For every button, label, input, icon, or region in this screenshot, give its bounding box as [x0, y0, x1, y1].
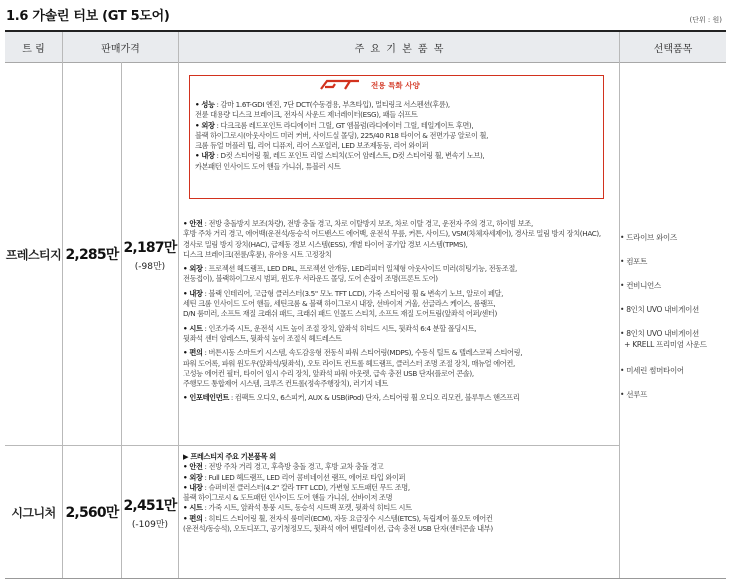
feature-line: 후방 주차 거리 경고, 에어백(운전석/동승석 어드밴스드 에어백, 운전석 무릎, 커튼, 사이드), VSM(차체자세제어), 경사로 밀림 방지 장치(HAC),: [183, 229, 601, 239]
discount-price-signature: 2,451만: [123, 497, 177, 514]
header-options: 선택품목: [620, 32, 726, 63]
gt-badge: [319, 77, 479, 93]
feature-line: 블랙 하이그로시(아웃사이드 미러 커버, 사이드실 몰딩), 225/40 R18 타이어 & 전면가공 알로이 휠,: [195, 130, 489, 140]
discount-price-prestige: 2,187만: [123, 239, 177, 256]
feature-line: 주행모드 통합제어 시스템, 크루즈 컨트롤(정속주행장치), 러기지 네트: [183, 379, 388, 389]
option-item: • 컴포트: [620, 257, 648, 266]
gt-feature-list: [195, 100, 488, 172]
option-item: + KRELL 프리미엄 사운드: [620, 340, 707, 349]
feature-line: • 성능 : 감마 1.6T-GDI 엔진, 7단 DCT(수동겸용, 부츠타입), 멀티링크 서스펜션(후륜),: [195, 100, 450, 109]
option-item: • 미세린 썸머타이어: [620, 366, 684, 375]
trim-signature: 시그니처: [11, 505, 56, 520]
feature-line: 세틴 크롬 인사이드 도어 핸들, 세틴크롬 & 블랙 하이그로시 내장, 선바이저 거울, 선글라스 케이스, 룸램프,: [183, 299, 496, 309]
header-trim: 트 림: [5, 32, 62, 63]
feature-line: • 시트 : 인조가죽 시트, 운전석 시트 높이 조절 장치, 앞좌석 히티드 시트, 뒷좌석 6:4 분할 폴딩시트,: [183, 323, 477, 333]
option-item: • 선루프: [620, 390, 648, 399]
feature-line: • 안전 : 전방 주차 거리 경고, 후측방 충돌 경고, 후방 교차 충돌 경고: [183, 462, 384, 472]
page-title: 1.6 가솔린 터보 (GT 5도어): [6, 9, 170, 24]
discount-amount-prestige: (-98만): [134, 261, 166, 272]
feature-line: • 편의 : 버튼시동 스마트키 시스템, 속도감응형 전동식 파워 스티어링(MDPS), 수동식 틸트 & 텔레스코픽 스티어링,: [183, 348, 523, 358]
feature-line: 디스크 브레이크(전륜/후륜), 유아용 시트 고정장치: [183, 249, 332, 259]
feature-line: 파워 도어록, 파워 윈도우(앞좌석/뒷좌석), 오토 라이트 컨트롤 헤드램프, 클러스터 조명 조절 장치, 매뉴얼 에어컨,: [183, 358, 515, 368]
option-item: • 8인치 UVO 내비게이션: [620, 305, 699, 314]
feature-line: 뒷좌석 센터 암레스트, 뒷좌석 높이 조절식 헤드레스트: [183, 333, 342, 343]
feature-line: • 외장 : 다크크롬 레드포인트 라디에이터 그릴, GT 엠블럼(라디에이터 그릴, 테일게이트 후면),: [195, 120, 474, 130]
gt-logo-icon: [319, 79, 367, 91]
prestige-feature-list: [183, 219, 601, 404]
header-features: 주 요 기 본 품 목: [179, 32, 619, 63]
feature-line: • 내장 : 블랙 인테리어, 고급형 클러스터(3.5" 모노 TFT LCD), 가죽 스티어링 휠 & 변속기 노브, 알로이 페달,: [183, 288, 504, 298]
unit-label: (단위 : 원): [689, 16, 722, 24]
column-divider: [178, 32, 179, 578]
feature-line: • 편의 : 히티드 스티어링 휠, 전자식 룸미러(ECM), 자동 요금징수 시스템(ETCS), 독립제어 풀오토 에어컨: [183, 513, 493, 523]
feature-line: 고성능 에어컨 필터, 타이어 임시 수리 장치, 앞좌석 파워 아웃렛, 급속 충전 USB 단자(플로어 콘솔),: [183, 368, 474, 378]
option-item: • 8인치 UVO 내비게이션: [620, 329, 699, 338]
feature-heading: ▶ 프레스티지 주요 기본품목 외: [183, 452, 276, 461]
option-item: • 드라이브 와이즈: [620, 233, 677, 242]
feature-line: • 시트 : 가죽 시트, 앞좌석 통풍 시트, 동승석 시트백 포켓, 뒷좌석 히티드 시트: [183, 503, 412, 513]
trim-prestige: 프레스티지: [5, 247, 62, 262]
signature-feature-list: [183, 452, 493, 534]
feature-line: 블랙 하이그로시 & 도트패턴 인사이드 도어 핸들 가니쉬, 선바이저 조명: [183, 493, 393, 503]
option-item: • 컨비니언스: [620, 281, 661, 290]
feature-line: 크롬 듀얼 머플러 팁, 리어 디퓨저, 리어 스포일러, LED 보조제동등, 리어 와이퍼: [195, 141, 429, 151]
header-price: 판매가격: [63, 32, 178, 63]
feature-line: • 외장 : Full LED 헤드램프, LED 리어 콤비네이션 램프, 에어로 타입 와이퍼: [183, 472, 406, 482]
price-prestige: 2,285만: [65, 247, 119, 263]
feature-line: 전륜 대용량 디스크 브레이크, 전자식 사운드 제너레이터(ESG), 패들 쉬프트: [195, 110, 418, 120]
feature-line: • 인포테인먼트 : 컴팩트 오디오, 6스피커, AUX & USB(iPod) 단자, 스티어링 휠 오디오 리모컨, 블루투스 핸즈프리: [183, 393, 520, 403]
discount-cell-signature: [122, 446, 178, 578]
feature-line: (운전석/동승석), 오토디포그, 공기청정모드, 뒷좌석 에어 벤틸레이션, 급속 충전 USB 단자(센터콘솔 내부): [183, 524, 493, 534]
discount-amount-signature: (-109만): [131, 519, 169, 530]
feature-line: • 내장 : D컷 스티어링 휠, 레드 포인트 리얼 스티치(도어 암레스트, D컷 스티어링 휠, 변속기 노브),: [195, 151, 485, 161]
price-signature: 2,560만: [65, 505, 119, 521]
gt-badge-label: 전용 특화 사양: [371, 80, 420, 90]
discount-cell-prestige: [122, 63, 178, 445]
feature-line: • 내장 : 슈퍼비전 클러스터(4.2" 칼라 TFT LCD), 가변형 도트패턴 무드 조명,: [183, 482, 410, 492]
feature-line: 카본패턴 인사이드 도어 핸들 가니쉬, 튜블러 시트: [195, 161, 341, 171]
feature-line: D/N 룸미러, 소프트 재질 크래쉬 패드, 크래쉬 패드 인몰드 스티치, 소프트 재질 도어트림(앞좌석 어퍼/센터): [183, 309, 497, 319]
feature-line: 전동접이), 블랙하이그로시 범퍼, 윈도우 서라운드 몰딩, 도어 손잡이 조명(프론트 도어): [183, 274, 438, 284]
feature-line: 경사로 밀림 방지 장치(HAC), 급제동 경보 시스템(ESS), 개별 타이어 공기압 경보 시스템(TPMS),: [183, 239, 468, 249]
feature-line: • 안전 : 전방 충돌방지 보조(차량), 전방 충돌 경고, 차로 이탈방지 보조, 차로 이탈 경고, 운전자 주의 경고, 하이빔 보조,: [183, 219, 533, 228]
feature-line: • 외장 : 프로젝션 헤드램프, LED DRL, 프로젝션 안개등, LED리피터 일체형 아웃사이드 미러(히팅기능, 전동조절,: [183, 264, 517, 274]
